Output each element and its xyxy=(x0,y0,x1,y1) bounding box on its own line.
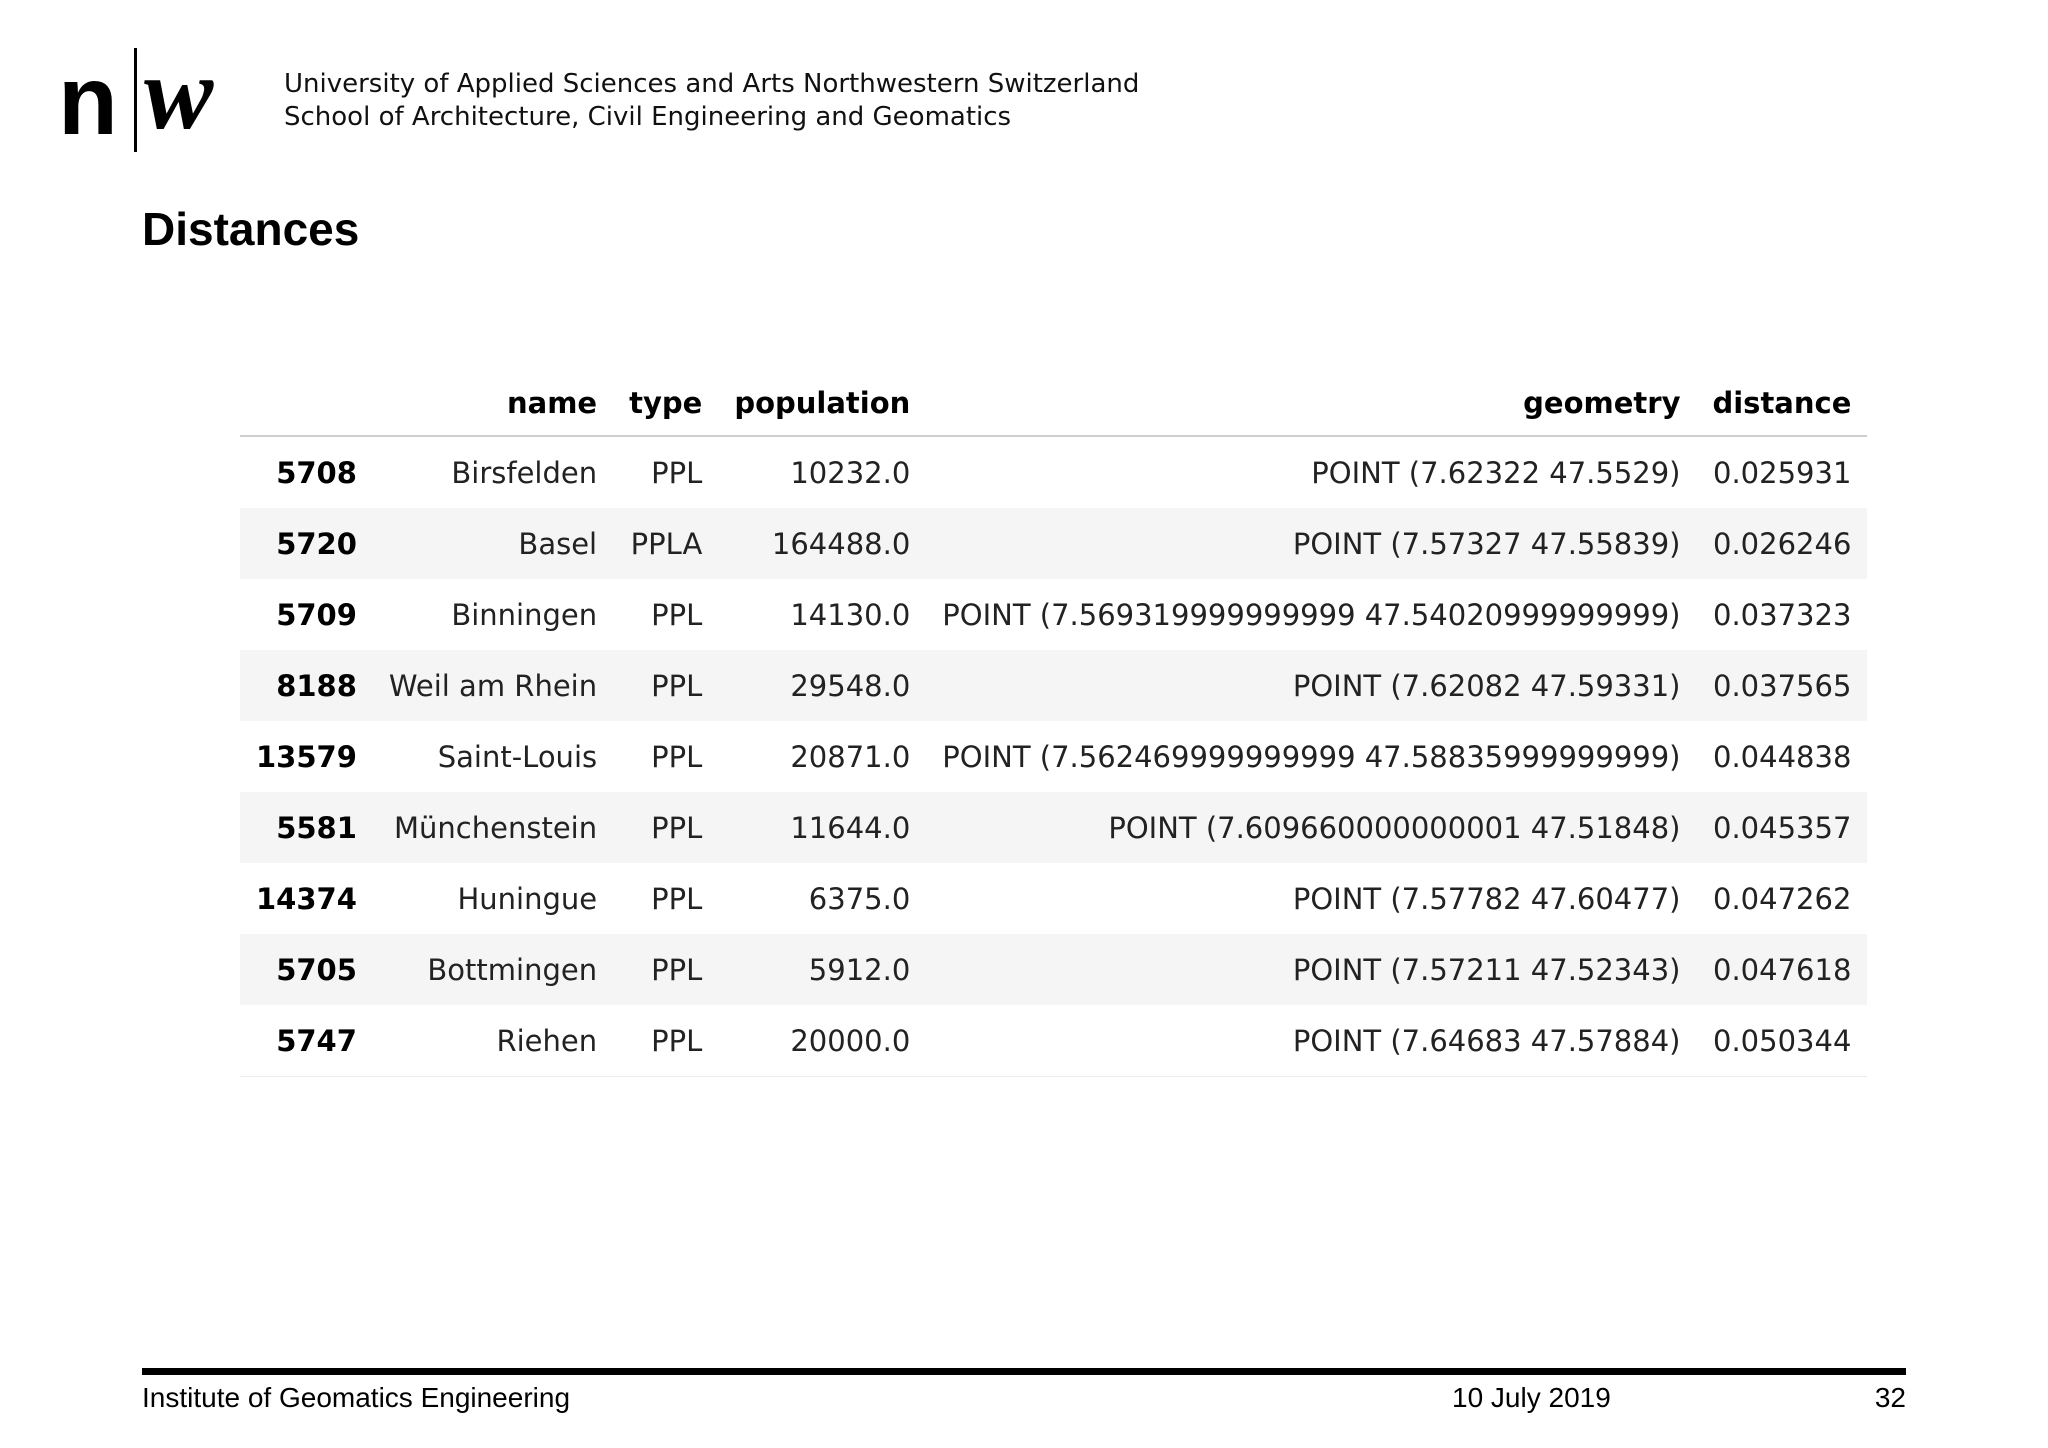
table-header-row xyxy=(240,371,1867,436)
cell-geometry: POINT (7.64683 47.57884) xyxy=(926,1005,1696,1077)
row-index: 13579 xyxy=(256,739,357,774)
cell-type: PPL xyxy=(651,668,703,703)
table-row xyxy=(240,792,1867,863)
column-header-index xyxy=(240,371,373,436)
row-index: 5708 xyxy=(276,455,357,490)
cell-name: Birsfelden xyxy=(451,455,598,490)
cell-type: PPL xyxy=(651,881,703,916)
cell-distance: 0.026246 xyxy=(1713,526,1852,561)
cell-type: PPLA xyxy=(630,526,703,561)
row-index: 8188 xyxy=(276,668,357,703)
cell-name: Münchenstein xyxy=(394,810,598,845)
table-row xyxy=(240,1005,1867,1077)
institution-name xyxy=(284,68,1139,134)
footer-divider xyxy=(142,1368,1906,1375)
column-header-population: population xyxy=(718,371,926,436)
cell-population: 20871.0 xyxy=(790,739,911,774)
table-row xyxy=(240,863,1867,934)
cell-distance: 0.037323 xyxy=(1713,597,1852,632)
institution-line-2: School of Architecture, Civil Engineering and Geomatics xyxy=(284,102,1012,132)
column-header-geometry: geometry xyxy=(926,371,1696,436)
table-row xyxy=(240,436,1867,508)
cell-distance: 0.050344 xyxy=(1696,1005,1867,1077)
cell-population: 20000.0 xyxy=(718,1005,926,1077)
cell-population: 5912.0 xyxy=(808,952,911,987)
row-index: 5705 xyxy=(276,952,357,987)
table-header xyxy=(240,371,1867,436)
cell-geometry: POINT (7.57211 47.52343) xyxy=(1292,952,1681,987)
cell-geometry: POINT (7.62082 47.59331) xyxy=(1292,668,1681,703)
cell-geometry: POINT (7.569319999999999 47.54020999999999) xyxy=(942,597,1681,632)
cell-distance: 0.025931 xyxy=(1713,455,1852,490)
row-index: 5747 xyxy=(240,1005,373,1077)
fhnw-logo xyxy=(58,36,248,155)
table-row xyxy=(240,508,1867,579)
table-row xyxy=(240,721,1867,792)
distances-table xyxy=(240,371,1867,1077)
footer-institute: Institute of Geomatics Engineering xyxy=(142,1382,571,1413)
column-header-type: type xyxy=(613,371,718,436)
cell-distance: 0.037565 xyxy=(1713,668,1852,703)
footer-page-number: 32 xyxy=(1874,1382,1906,1413)
cell-name: Basel xyxy=(518,526,598,561)
table-row xyxy=(240,650,1867,721)
cell-geometry: POINT (7.57327 47.55839) xyxy=(1292,526,1681,561)
cell-population: 29548.0 xyxy=(790,668,911,703)
logo-letter-n: n xyxy=(58,45,116,155)
cell-population: 14130.0 xyxy=(790,597,911,632)
table-body xyxy=(240,436,1867,1077)
cell-distance: 0.047618 xyxy=(1713,952,1852,987)
cell-name: Weil am Rhein xyxy=(388,668,598,703)
slide-title: Distances xyxy=(142,203,360,255)
row-index: 5720 xyxy=(276,526,357,561)
cell-type: PPL xyxy=(651,597,703,632)
column-header-name: name xyxy=(373,371,613,436)
cell-type: PPL xyxy=(651,810,703,845)
footer-date: 10 July 2019 xyxy=(1452,1382,1611,1413)
cell-type: PPL xyxy=(613,1005,718,1077)
logo-letter-w: w xyxy=(144,36,214,151)
row-index: 5709 xyxy=(276,597,357,632)
cell-name: Riehen xyxy=(373,1005,613,1077)
row-index: 14374 xyxy=(256,881,357,916)
cell-name: Huningue xyxy=(457,881,598,916)
cell-name: Bottmingen xyxy=(427,952,598,987)
cell-geometry: POINT (7.609660000000001 47.51848) xyxy=(1108,810,1681,845)
cell-distance: 0.045357 xyxy=(1713,810,1852,845)
column-header-distance: distance xyxy=(1696,371,1867,436)
cell-geometry: POINT (7.562469999999999 47.58835999999999) xyxy=(942,739,1681,774)
cell-geometry: POINT (7.57782 47.60477) xyxy=(1292,881,1681,916)
cell-population: 164488.0 xyxy=(771,526,911,561)
institution-line-1: University of Applied Sciences and Arts Northwestern Switzerland xyxy=(284,69,1140,99)
cell-distance: 0.047262 xyxy=(1713,881,1852,916)
cell-distance: 0.044838 xyxy=(1713,739,1852,774)
cell-population: 10232.0 xyxy=(790,455,911,490)
cell-type: PPL xyxy=(651,455,703,490)
cell-name: Saint-Louis xyxy=(437,739,598,774)
logo-divider xyxy=(134,48,137,152)
cell-geometry: POINT (7.62322 47.5529) xyxy=(1311,455,1681,490)
cell-population: 6375.0 xyxy=(808,881,911,916)
table-row xyxy=(240,934,1867,1005)
table-row xyxy=(240,579,1867,650)
cell-type: PPL xyxy=(651,952,703,987)
row-index: 5581 xyxy=(276,810,357,845)
cell-population: 11644.0 xyxy=(790,810,911,845)
cell-name: Binningen xyxy=(451,597,598,632)
cell-type: PPL xyxy=(651,739,703,774)
